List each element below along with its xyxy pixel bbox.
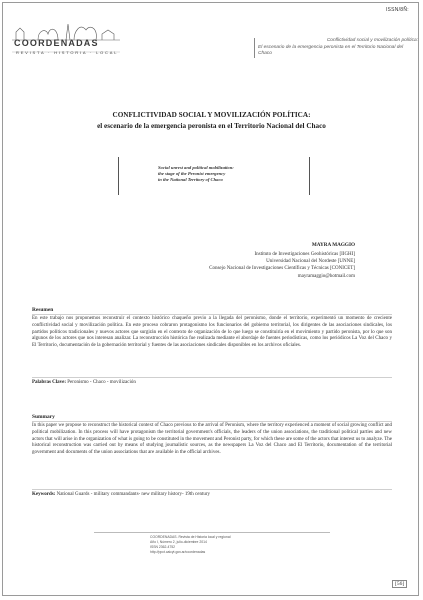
affiliation-2: Universidad Nacional del Nordeste [UNNE] <box>266 259 355 264</box>
footer-url[interactable]: http://ppct.caicyt.gov.ar/coordenadas <box>150 550 206 554</box>
footer-issue: Año I, Número 2, julio-diciembre 2014 <box>150 540 207 544</box>
palabras-clave-values: Peronismo - Chaco - movilización <box>67 380 136 385</box>
keywords-label: Keywords: <box>32 492 56 497</box>
summary-text: In this paper we propose to reconstruct the historical context of Chaco previous to the arrival of Peronism, where the territory experienced a moment of social growing conflict and political mobilization. In this process will have protagonism the territorial government's officials, the leaders of the union associations, the traditional political parties and new actors that will arise in the organization of what is going to be constituted in the movement and Peronist party, for which these are some of the actors that interest us to analyze. The historical reconstruction was carried out by means of studying journalistic sources, as the newspapers La Voz del Chaco and El Territorio, documentation of the territorial government and documents of the union associations that are available in the official archives. <box>32 423 392 456</box>
affiliation-3: Consejo Nacional de Investigaciones Científicas y Técnicas [CONICET] <box>209 266 355 271</box>
article-title-line2: el escenario de la emergencia peronista en el Territorio Nacional del Chaco <box>97 122 326 130</box>
english-title-line3: in the National Territory of Chaco <box>158 177 223 182</box>
english-title-line1: Social unrest and political mobilization: <box>158 165 234 170</box>
summary-heading: Summary <box>32 414 55 420</box>
summary-rule <box>32 421 392 422</box>
affiliation-1: Instituto de Investigaciones Geohistóricas [IIGHI] <box>254 252 355 257</box>
footer-issn: ISSN 2362-4752 <box>150 545 176 549</box>
page-border <box>2 2 419 596</box>
english-title-line2: the stage of the Peronist emergency <box>158 171 226 176</box>
resumen-keywords <box>32 380 392 385</box>
article-title-line1: CONFLICTIVIDAD SOCIAL Y MOVILIZACIÓN POLÍTICA: <box>112 111 311 119</box>
issn-label: ISSN/8Ñ: <box>385 7 409 13</box>
page-number: [56] <box>392 580 407 588</box>
footer-rule <box>94 532 330 533</box>
logo-title: COORDENADAS <box>14 38 99 48</box>
resumen-heading: Resumen <box>32 307 54 313</box>
header-separator <box>254 38 255 58</box>
running-header-line2: El escenario de la emergencia peronista en el Territorio Nacional del Chaco <box>258 44 404 56</box>
palabras-clave-label: Palabras Clave: <box>32 380 67 385</box>
english-title <box>158 165 288 183</box>
resumen-text: En este trabajo nos proponemos reconstruir el contexto histórico chaqueño previo a la llegada del peronismo, donde el territorio, experimentó un momento de creciente conflictividad social y movilización política. En este proceso cobraron protagonismo los funcionarios del gobierno territorial, los dirigentes de las asociaciones sindicales, los partidos políticos tradicionales y nuevos actores que surgirán en el contexto de organización de lo que luego se constituiría en el movimiento y partido peronista, por lo que son algunos de los actores que nos interesan analizar. La reconstrucción histórica fue realizada mediante el abordaje de fuentes periodísticas, como los periódicos La Voz del Chaco y El Territorio, documentación de la gobernación territorial y fuentes de las asociaciones sindicales disponibles en los archivos oficiales. <box>32 316 392 349</box>
running-header <box>258 38 418 58</box>
logo-subtitle: REVISTA · HISTORIA · LOCAL <box>16 50 119 55</box>
summary-keywords-rule <box>32 489 392 490</box>
author-email[interactable]: mayramaggio@hotmail.com <box>297 274 355 279</box>
keywords-values: National Guards - military commandants- new military history- 19th century <box>56 492 211 497</box>
footer-journal: COORDENADAS. Revista de Historia local y regional <box>150 535 231 539</box>
resumen-keywords-rule <box>32 377 392 378</box>
resumen-rule <box>32 314 392 315</box>
running-header-line1: Conflictividad social y movilización política: <box>326 38 418 43</box>
author-name: MAYRA MAGGIO <box>311 242 355 248</box>
summary-keywords <box>32 492 392 497</box>
